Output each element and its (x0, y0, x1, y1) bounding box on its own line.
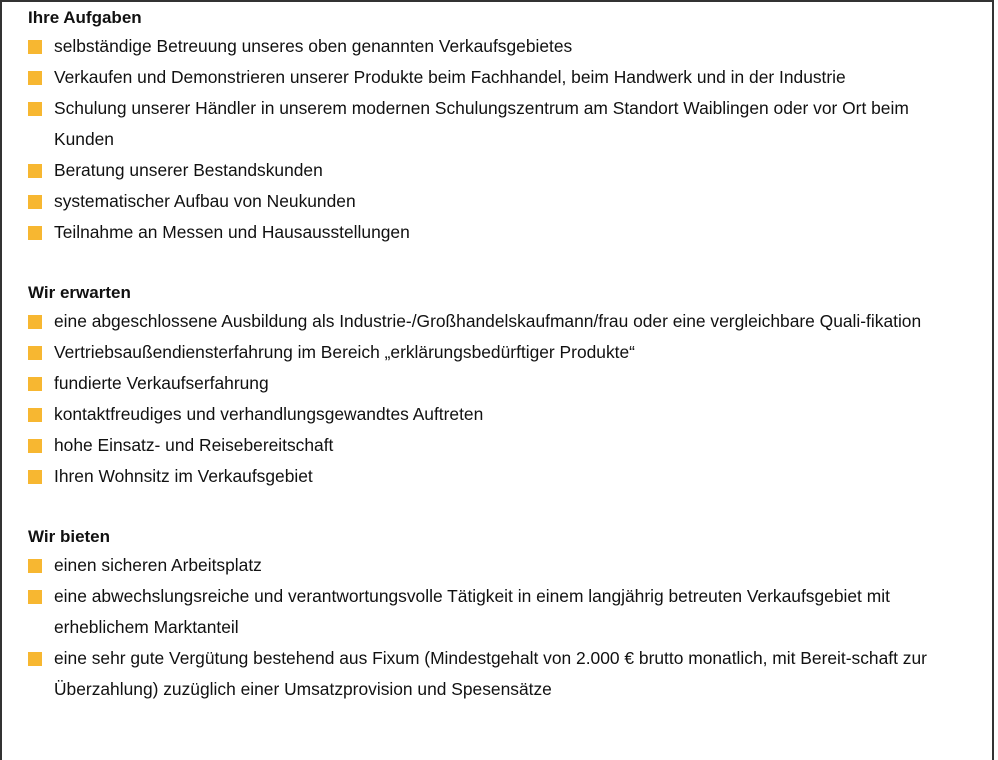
list-item-text: hohe Einsatz- und Reisebereitschaft (54, 435, 334, 455)
list-item-text: Ihren Wohnsitz im Verkaufsgebiet (54, 466, 313, 486)
list-item (28, 643, 968, 705)
square-bullet-icon (28, 470, 42, 484)
bullet-list (28, 550, 968, 705)
list-item (28, 368, 968, 399)
bullet-list (28, 306, 968, 492)
list-item-text: Vertriebsaußendiensterfahrung im Bereich „erklärungsbedürftiger Produkte“ (54, 342, 635, 362)
section-heading: Ihre Aufgaben (28, 8, 142, 27)
square-bullet-icon (28, 590, 42, 604)
square-bullet-icon (28, 315, 42, 329)
list-item-text: kontaktfreudiges und verhandlungsgewandtes Auftreten (54, 404, 484, 424)
list-item-text: Schulung unserer Händler in unserem modernen Schulungszentrum am Standort Waiblingen oder vor Ort beim Kunden (54, 98, 909, 149)
section-heading: Wir bieten (28, 527, 111, 546)
list-item-text: selbständige Betreuung unseres oben genannten Verkaufsgebietes (54, 36, 573, 56)
list-item-text: eine sehr gute Vergütung bestehend aus Fixum (Mindestgehalt von 2.000 € brutto monatlich, mit Bereit-schaft zur Überzahlung) zuzüglich einer Umsatzprovision und Spesensätze (54, 648, 927, 699)
list-item (28, 461, 968, 492)
square-bullet-icon (28, 226, 42, 240)
list-item-text: Teilnahme an Messen und Hausausstellungen (54, 222, 410, 242)
square-bullet-icon (28, 40, 42, 54)
list-item (28, 399, 968, 430)
square-bullet-icon (28, 559, 42, 573)
job-posting-content (28, 4, 968, 705)
list-item-text: fundierte Verkaufserfahrung (54, 373, 269, 393)
list-item (28, 581, 968, 643)
section-wir-bieten (28, 523, 968, 705)
section-wir-erwarten (28, 279, 968, 492)
list-item (28, 186, 968, 217)
square-bullet-icon (28, 439, 42, 453)
square-bullet-icon (28, 346, 42, 360)
list-item (28, 337, 968, 368)
section-heading: Wir erwarten (28, 283, 131, 302)
section-ihre-aufgaben (28, 4, 968, 248)
square-bullet-icon (28, 377, 42, 391)
square-bullet-icon (28, 71, 42, 85)
list-item-text: Verkaufen und Demonstrieren unserer Produkte beim Fachhandel, beim Handwerk und in der Industrie (54, 67, 846, 87)
list-item-text: systematischer Aufbau von Neukunden (54, 191, 356, 211)
list-item (28, 550, 968, 581)
list-item-text: einen sicheren Arbeitsplatz (54, 555, 262, 575)
square-bullet-icon (28, 164, 42, 178)
list-item (28, 217, 968, 248)
list-item (28, 430, 968, 461)
square-bullet-icon (28, 408, 42, 422)
list-item-text: Beratung unserer Bestandskunden (54, 160, 323, 180)
list-item (28, 93, 968, 155)
list-item (28, 31, 968, 62)
square-bullet-icon (28, 652, 42, 666)
list-item (28, 155, 968, 186)
bullet-list (28, 31, 968, 248)
square-bullet-icon (28, 195, 42, 209)
list-item (28, 306, 968, 337)
list-item-text: eine abwechslungsreiche und verantwortungsvolle Tätigkeit in einem langjährig betreuten Verkaufsgebiet mit erheblichem Marktanteil (54, 586, 890, 637)
square-bullet-icon (28, 102, 42, 116)
list-item (28, 62, 968, 93)
list-item-text: eine abgeschlossene Ausbildung als Industrie-/Großhandelskaufmann/frau oder eine vergleichbare Quali-fikation (54, 311, 922, 331)
